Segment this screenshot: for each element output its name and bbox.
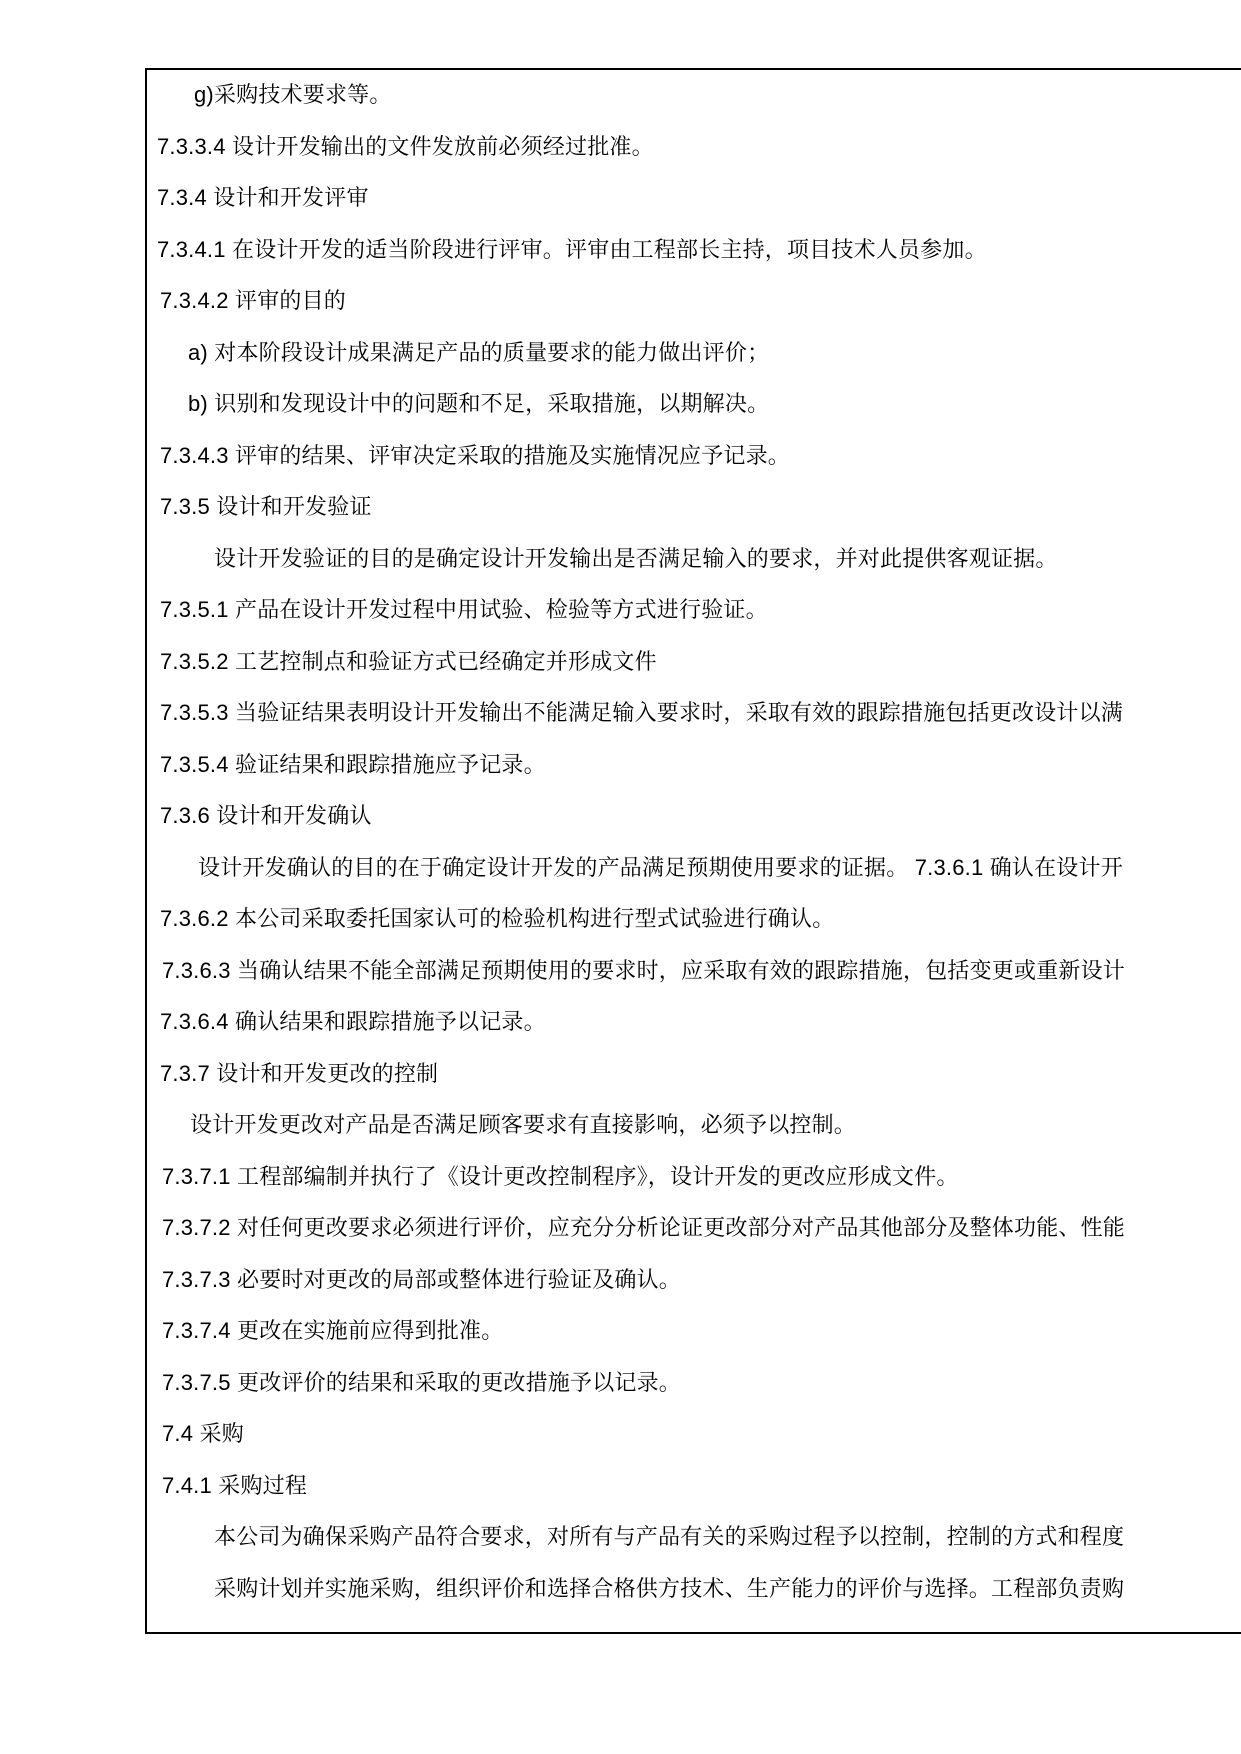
text-line: 7.3.5.4 验证结果和跟踪措施应予记录。	[160, 752, 546, 777]
text-line: 7.3.7.2 对任何更改要求必须进行评价，应充分分析论证更改部分对产品其他部分及整体功能、性能	[162, 1215, 1125, 1240]
text-line: 7.3.4.2 评审的目的	[160, 288, 346, 313]
section-heading: 7.3.4 设计和开发评审	[157, 185, 369, 210]
section-heading: 7.4.1 采购过程	[162, 1473, 308, 1498]
text-line: 7.3.7.5 更改评价的结果和采取的更改措施予以记录。	[162, 1370, 681, 1395]
paragraph-line: 本公司为确保采购产品符合要求，对所有与产品有关的采购过程予以控制，控制的方式和程度	[214, 1524, 1125, 1549]
text-line: 7.3.3.4 设计开发输出的文件发放前必须经过批准。	[157, 134, 654, 159]
text-line: 7.3.6.4 确认结果和跟踪措施予以记录。	[160, 1009, 546, 1034]
section-heading: 7.3.7 设计和开发更改的控制	[160, 1061, 439, 1086]
paragraph-line: 设计开发确认的目的在于确定设计开发的产品满足预期使用要求的证据。 7.3.6.1 确认在设计开	[198, 855, 1123, 880]
text-line: 7.3.6.3 当确认结果不能全部满足预期使用的要求时，应采取有效的跟踪措施，包括变更或重新设计	[162, 958, 1125, 983]
text-line: 7.3.4.1 在设计开发的适当阶段进行评审。评审由工程部长主持，项目技术人员参加。	[157, 237, 987, 262]
text-line: 7.3.5.1 产品在设计开发过程中用试验、检验等方式进行验证。	[160, 597, 768, 622]
text-line: g)采购技术要求等。	[194, 82, 392, 107]
text-line: 7.3.6.2 本公司采取委托国家认可的检验机构进行型式试验进行确认。	[160, 906, 835, 931]
text-line: 7.3.7.3 必要时对更改的局部或整体进行验证及确认。	[162, 1267, 681, 1292]
section-heading: 7.4 采购	[162, 1421, 244, 1446]
paragraph-line: 设计开发更改对产品是否满足顾客要求有直接影响，必须予以控制。	[190, 1112, 857, 1137]
text-line: 7.3.7.4 更改在实施前应得到批准。	[162, 1318, 504, 1343]
paragraph-line: 采购计划并实施采购，组织评价和选择合格供方技术、生产能力的评价与选择。工程部负责购	[214, 1576, 1125, 1601]
text-line: 7.3.5.3 当验证结果表明设计开发输出不能满足输入要求时，采取有效的跟踪措施包括更改设计以满	[160, 700, 1123, 725]
list-item: b) 识别和发现设计中的问题和不足，采取措施，以期解决。	[188, 391, 770, 416]
section-heading: 7.3.5 设计和开发验证	[160, 494, 372, 519]
text-line: 7.3.5.2 工艺控制点和验证方式已经确定并形成文件	[160, 649, 657, 674]
section-heading: 7.3.6 设计和开发确认	[160, 803, 372, 828]
list-item: a) 对本阶段设计成果满足产品的质量要求的能力做出评价；	[188, 340, 770, 365]
paragraph-line: 设计开发验证的目的是确定设计开发输出是否满足输入的要求，并对此提供客观证据。	[214, 546, 1058, 571]
text-line: 7.3.4.3 评审的结果、评审决定采取的措施及实施情况应予记录。	[160, 443, 790, 468]
text-line: 7.3.7.1 工程部编制并执行了《设计更改控制程序》，设计开发的更改应形成文件。	[162, 1164, 959, 1189]
